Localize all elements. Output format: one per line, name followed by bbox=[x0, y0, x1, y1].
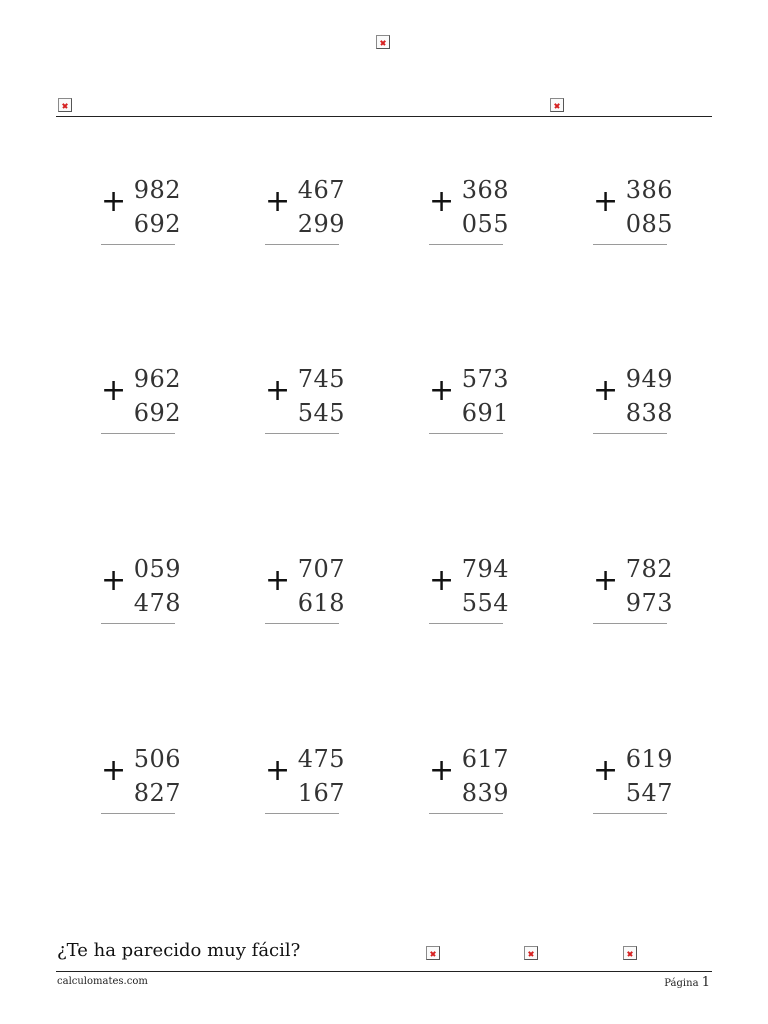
broken-image-icon bbox=[58, 98, 72, 112]
addition-problem bbox=[101, 175, 181, 251]
addend-bottom: 692 bbox=[133, 210, 181, 238]
answer-line bbox=[265, 433, 339, 434]
broken-image-icon[interactable] bbox=[524, 946, 538, 960]
page-indicator bbox=[664, 975, 710, 990]
addend-top: 368 bbox=[461, 176, 509, 204]
plus-sign: + bbox=[429, 373, 455, 408]
addend-top: 475 bbox=[297, 745, 345, 773]
site-name: calculomates.com bbox=[57, 976, 148, 987]
addition-problem bbox=[429, 364, 509, 440]
addend-bottom: 478 bbox=[133, 589, 181, 617]
addition-problem bbox=[265, 175, 345, 251]
addend-bottom: 839 bbox=[461, 779, 509, 807]
plus-sign: + bbox=[265, 373, 291, 408]
answer-line bbox=[265, 813, 339, 814]
answer-line bbox=[101, 433, 175, 434]
plus-sign: + bbox=[593, 373, 619, 408]
page-label: Página bbox=[664, 978, 699, 989]
addition-problem bbox=[593, 744, 673, 820]
plus-sign: + bbox=[265, 753, 291, 788]
answer-line bbox=[429, 623, 503, 624]
addend-top: 949 bbox=[625, 365, 673, 393]
addition-problem bbox=[593, 364, 673, 440]
addition-problem bbox=[429, 554, 509, 630]
plus-sign: + bbox=[265, 563, 291, 598]
addition-problem bbox=[101, 364, 181, 440]
plus-sign: + bbox=[593, 184, 619, 219]
addend-top: 506 bbox=[133, 745, 181, 773]
plus-sign: + bbox=[429, 753, 455, 788]
addend-bottom: 167 bbox=[297, 779, 345, 807]
broken-image-icon[interactable] bbox=[623, 946, 637, 960]
answer-line bbox=[593, 244, 667, 245]
addend-bottom: 838 bbox=[625, 399, 673, 427]
addend-top: 059 bbox=[133, 555, 181, 583]
answer-line bbox=[101, 244, 175, 245]
addend-top: 962 bbox=[133, 365, 181, 393]
answer-line bbox=[593, 433, 667, 434]
addend-top: 794 bbox=[461, 555, 509, 583]
answer-line bbox=[101, 813, 175, 814]
addition-problem bbox=[265, 554, 345, 630]
addend-bottom: 973 bbox=[625, 589, 673, 617]
addend-bottom: 827 bbox=[133, 779, 181, 807]
addition-problem bbox=[265, 364, 345, 440]
addend-bottom: 299 bbox=[297, 210, 345, 238]
addition-problem bbox=[429, 744, 509, 820]
plus-sign: + bbox=[593, 753, 619, 788]
addition-problem bbox=[101, 554, 181, 630]
addend-top: 982 bbox=[133, 176, 181, 204]
broken-image-icon bbox=[550, 98, 564, 112]
plus-sign: + bbox=[101, 373, 127, 408]
plus-sign: + bbox=[429, 563, 455, 598]
addition-problem bbox=[265, 744, 345, 820]
addend-bottom: 547 bbox=[625, 779, 673, 807]
addition-problem bbox=[593, 175, 673, 251]
answer-line bbox=[593, 623, 667, 624]
broken-image-icon[interactable] bbox=[426, 946, 440, 960]
answer-line bbox=[429, 813, 503, 814]
addend-bottom: 692 bbox=[133, 399, 181, 427]
page-number: 1 bbox=[701, 975, 710, 990]
addend-bottom: 545 bbox=[297, 399, 345, 427]
addend-top: 617 bbox=[461, 745, 509, 773]
plus-sign: + bbox=[101, 753, 127, 788]
answer-line bbox=[101, 623, 175, 624]
addition-problem bbox=[101, 744, 181, 820]
addend-top: 573 bbox=[461, 365, 509, 393]
plus-sign: + bbox=[101, 184, 127, 219]
addend-top: 707 bbox=[297, 555, 345, 583]
difficulty-question: ¿Te ha parecido muy fácil? bbox=[57, 940, 301, 961]
addend-top: 782 bbox=[625, 555, 673, 583]
addition-problem bbox=[429, 175, 509, 251]
addend-top: 467 bbox=[297, 176, 345, 204]
addend-bottom: 554 bbox=[461, 589, 509, 617]
addend-top: 745 bbox=[297, 365, 345, 393]
footer-divider bbox=[56, 971, 712, 972]
plus-sign: + bbox=[429, 184, 455, 219]
addend-bottom: 691 bbox=[461, 399, 509, 427]
answer-line bbox=[593, 813, 667, 814]
addend-top: 386 bbox=[625, 176, 673, 204]
answer-line bbox=[265, 244, 339, 245]
plus-sign: + bbox=[265, 184, 291, 219]
answer-line bbox=[429, 433, 503, 434]
answer-line bbox=[265, 623, 339, 624]
addend-top: 619 bbox=[625, 745, 673, 773]
answer-line bbox=[429, 244, 503, 245]
addend-bottom: 618 bbox=[297, 589, 345, 617]
broken-image-icon bbox=[376, 35, 390, 49]
addition-problem bbox=[593, 554, 673, 630]
addend-bottom: 085 bbox=[625, 210, 673, 238]
plus-sign: + bbox=[101, 563, 127, 598]
addend-bottom: 055 bbox=[461, 210, 509, 238]
plus-sign: + bbox=[593, 563, 619, 598]
header-divider bbox=[56, 116, 712, 117]
